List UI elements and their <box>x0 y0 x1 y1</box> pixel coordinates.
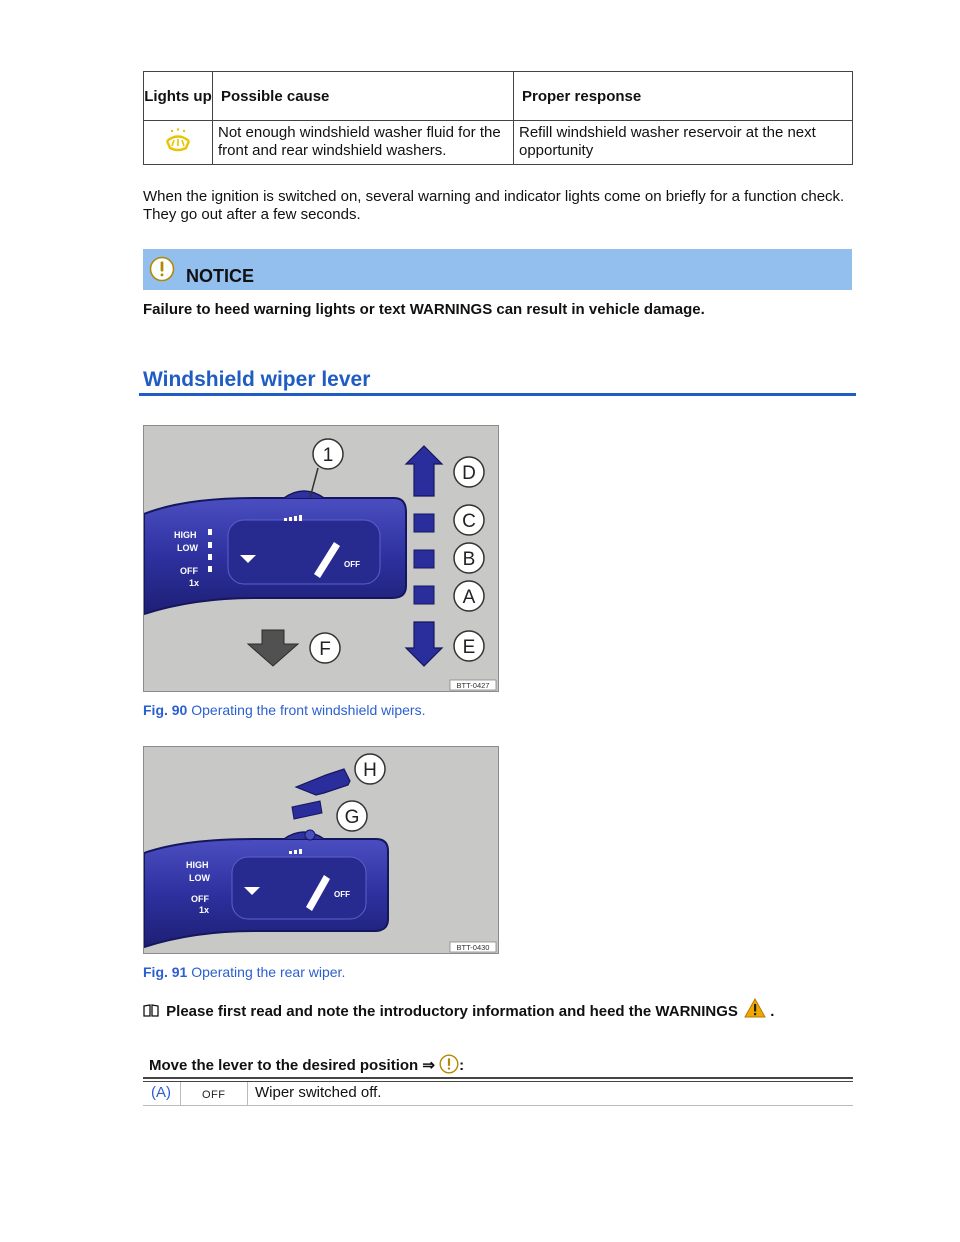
response-cell: Refill windshield washer reservoir at the next opportunity <box>514 121 853 165</box>
lever-off-label: OFF <box>180 566 198 576</box>
label-c: C <box>462 511 476 532</box>
move-trailing: : <box>459 1057 465 1074</box>
square-c <box>414 514 434 532</box>
arrow-up-d <box>406 446 442 496</box>
exclamation-circle-icon <box>439 1054 459 1074</box>
figure-90-caption <box>143 702 425 718</box>
figure-91-caption <box>143 964 345 980</box>
intro-trailing: . <box>770 1003 775 1020</box>
label-h: H <box>363 760 377 781</box>
figure-91-text: Operating the rear wiper. <box>191 964 346 980</box>
intro-line <box>143 998 774 1020</box>
figure-90-image <box>143 425 499 692</box>
lever-once-label: 1x <box>189 578 200 588</box>
function-check-paragraph: When the ignition is switched on, several warning and indicator lights come on briefly for a function check. They go out after a few seconds. <box>143 188 845 223</box>
header-lights-up: Lights up <box>144 72 213 121</box>
square-b <box>414 550 434 568</box>
square-g <box>292 801 322 819</box>
heading-underline <box>139 393 856 396</box>
label-1: 1 <box>322 445 334 466</box>
position-description: Wiper switched off. <box>255 1084 382 1101</box>
lever-high-label: HIGH <box>174 530 197 540</box>
move-instruction <box>149 1054 464 1074</box>
figure-code: BTT-0430 <box>456 943 490 952</box>
lever-low-label: LOW <box>177 543 198 553</box>
lights-up-cell <box>144 121 213 165</box>
arrow-down-e <box>406 622 442 666</box>
column-divider <box>247 1082 248 1105</box>
header-proper-response: Proper response <box>514 72 853 121</box>
lever-high-label: HIGH <box>186 860 209 870</box>
table-header-row <box>144 72 853 121</box>
label-a: A <box>462 587 476 608</box>
header-possible-cause: Possible cause <box>213 72 514 121</box>
section-heading: Windshield wiper lever <box>143 368 371 391</box>
table-row-divider <box>143 1105 853 1106</box>
notice-title: NOTICE <box>186 266 255 286</box>
column-divider <box>180 1082 181 1105</box>
position-symbol: OFF <box>202 1089 226 1101</box>
arrow-up-h <box>296 769 350 795</box>
lever-low-label: LOW <box>189 873 210 883</box>
warning-triangle-icon <box>744 998 766 1018</box>
label-e: E <box>462 637 476 658</box>
cause-cell: Not enough windshield washer fluid for the front and rear windshield washers. <box>213 121 514 165</box>
label-d: D <box>462 463 476 484</box>
figure-91-image <box>143 746 499 954</box>
square-a <box>414 586 434 604</box>
figure-90-text: Operating the front windshield wipers. <box>191 702 426 718</box>
lever-once-label: 1x <box>199 905 210 915</box>
arrow-down-f <box>248 630 298 666</box>
table-row <box>144 121 853 165</box>
move-text: Move the lever to the desired position ⇒ <box>149 1057 435 1074</box>
figure-90-number: Fig. 90 <box>143 702 188 718</box>
lever-off2-label: OFF <box>344 560 360 569</box>
washer-fluid-icon <box>163 127 193 153</box>
label-g: G <box>344 807 360 828</box>
positions-table-top-rule <box>143 1077 853 1079</box>
figure-91-number: Fig. 91 <box>143 964 188 980</box>
lever-off2-label: OFF <box>334 890 350 899</box>
position-label: (A) <box>151 1084 171 1101</box>
figure-code: BTT-0427 <box>456 681 490 690</box>
label-f: F <box>319 639 331 660</box>
notice-text: Failure to heed warning lights or text WARNINGS can result in vehicle damage. <box>143 301 705 318</box>
label-b: B <box>462 549 476 570</box>
book-icon <box>143 1004 159 1017</box>
positions-table-rule <box>143 1081 853 1082</box>
exclamation-circle-icon <box>149 256 175 282</box>
warning-lights-table <box>143 71 853 165</box>
intro-text: Please first read and note the introductory information and heed the WARNINGS <box>166 1003 738 1020</box>
lever-off-label: OFF <box>191 894 209 904</box>
